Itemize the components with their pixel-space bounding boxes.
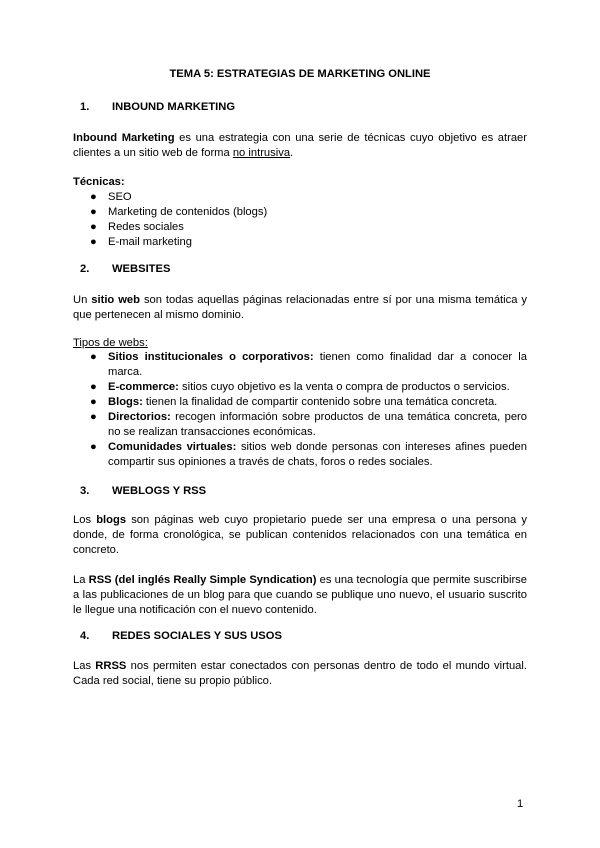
techniques-label: Técnicas: <box>73 176 125 188</box>
section-number: 3. <box>80 485 90 497</box>
list-item: ● E-mail marketing <box>90 236 192 248</box>
paragraph-line: que pertenecen al mismo dominio. <box>73 309 245 321</box>
list-item: ● SEO <box>90 191 132 203</box>
paragraph-line: le llegue una notificación con el nuevo contenido. <box>73 604 317 616</box>
section-number: 1. <box>80 101 90 113</box>
types-label: Tipos de webs: <box>73 337 148 349</box>
paragraph-line: clientes a un sitio web de forma no intrusiva. <box>73 147 294 159</box>
section-number: 2. <box>80 263 90 275</box>
paragraph-line: a las publicaciones de un blog para que cuando se publique uno nuevo, el usuario suscrito <box>73 589 527 601</box>
bold-term: Directorios: <box>108 411 171 423</box>
websites-paragraph <box>73 293 527 323</box>
bold-term: E-commerce: <box>108 381 179 393</box>
paragraph-line: Inbound Marketing es una estrategia con una serie de técnicas cuyo objetivo es atraer <box>73 132 527 144</box>
bold-term: RSS (del inglés Really Simple Syndication) <box>88 574 317 586</box>
bullet-icon: ● <box>90 236 97 248</box>
rss-paragraph <box>73 573 527 618</box>
paragraph-line: Los blogs son páginas web cuyo propietario puede ser una empresa o una persona y <box>73 514 528 526</box>
rrss-paragraph <box>73 659 527 689</box>
section-title: WEBSITES <box>112 263 171 275</box>
section-4-heading <box>80 629 282 644</box>
bullet-icon: ● <box>90 411 97 423</box>
bold-term: RRSS <box>95 660 127 672</box>
list-item: ● Sitios institucionales o corporativos: tienen como finalidad dar a conocer la marca. <box>90 351 528 378</box>
paragraph-line: Cada red social, tiene su propio público. <box>73 675 273 687</box>
bullet-icon: ● <box>90 191 97 203</box>
blogs-paragraph <box>73 513 527 558</box>
inbound-paragraph <box>73 131 527 161</box>
list-item: ● Blogs: tienen la finalidad de compartir contenido sobre una temática concreta. <box>90 396 498 408</box>
section-3-heading <box>80 484 206 499</box>
section-2-heading <box>80 262 170 277</box>
list-item: ● Redes sociales <box>90 221 184 233</box>
bullet-icon: ● <box>90 351 97 363</box>
bold-term: Comunidades virtuales: <box>108 441 237 453</box>
bold-term: sitio web <box>91 294 140 306</box>
paragraph-line: Un sitio web son todas aquellas páginas relacionadas entre sí por una misma temática y <box>73 294 527 306</box>
underlined-text: no intrusiva <box>232 147 291 159</box>
bold-term: Sitios institucionales o corporativos: <box>108 351 314 363</box>
paragraph-line: donde, de forma cronológica, se publican contenidos relacionados con una temática en <box>73 529 527 541</box>
bold-term: Inbound Marketing <box>73 132 175 144</box>
list-item: ● Marketing de contenidos (blogs) <box>90 206 268 218</box>
bullet-icon: ● <box>90 441 97 453</box>
list-item: ● Directorios: recogen información sobre productos de una temática concreta, pero no se realizan transacciones económicas. <box>90 411 527 438</box>
section-1-heading <box>80 100 235 115</box>
bold-term: Blogs: <box>108 396 143 408</box>
section-title: REDES SOCIALES Y SUS USOS <box>112 630 282 642</box>
bullet-icon: ● <box>90 221 97 233</box>
page-title: TEMA 5: ESTRATEGIAS DE MARKETING ONLINE <box>169 68 431 80</box>
page-number: 1 <box>517 798 524 810</box>
paragraph-line: concreto. <box>73 544 120 556</box>
bullet-icon: ● <box>90 206 97 218</box>
section-number: 4. <box>80 630 90 642</box>
paragraph-line: Las RRSS nos permiten estar conectados con personas dentro de todo el mundo virtual. <box>73 660 527 672</box>
bullet-icon: ● <box>90 381 97 393</box>
web-types-list <box>90 350 527 470</box>
bullet-icon: ● <box>90 396 97 408</box>
bold-term: blogs <box>96 514 127 526</box>
techniques-list <box>90 190 527 250</box>
list-item: ● E-commerce: sitios cuyo objetivo es la venta o compra de productos o servicios. <box>90 381 510 393</box>
section-title: WEBLOGS Y RSS <box>112 485 207 497</box>
section-title: INBOUND MARKETING <box>112 101 236 113</box>
list-item: ● Comunidades virtuales: sitios web donde personas con intereses afines pueden compartir sus opiniones a través de chats, foros o redes sociales. <box>90 441 527 468</box>
paragraph-line: La RSS (del inglés Really Simple Syndication) es una tecnología que permite suscribirse <box>73 574 527 586</box>
